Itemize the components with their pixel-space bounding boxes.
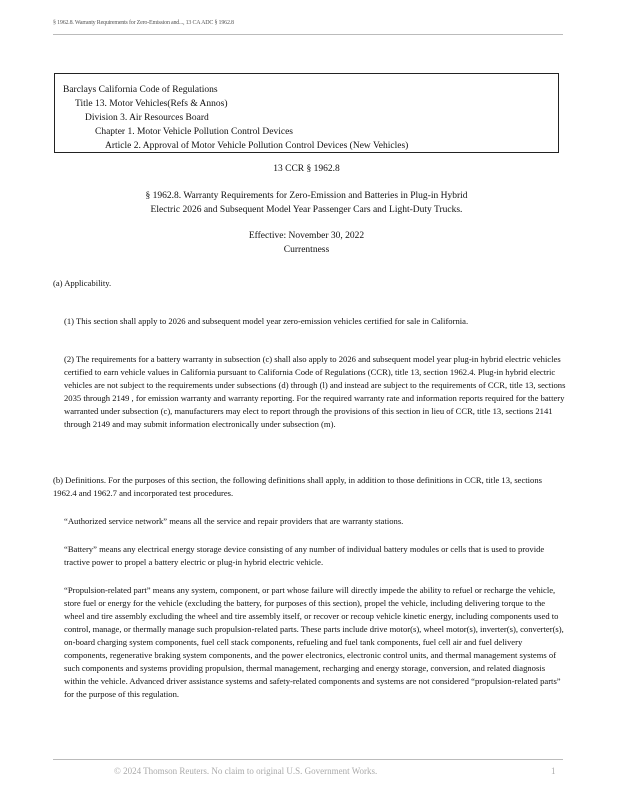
paragraph-a2: (2) The requirements for a battery warranty in subsection (c) shall also apply to 2026 and subsequent model year plug-in hybrid electric vehicles certified to earn vehicle values in California pursuant to California Code of Regulations (CCR), title 13, section 1962.4. Plug-in hybrid electric vehicles are not subject to the requirements under subsections (d) through (l) and instead are subject to the requirements of CCR, title 13, sections 2035 through 2149 , for emission warranty and warranty reporting. For the required warranty rate and information reports required for the battery warranted under subsection (c), manufacturers may elect to report through the provisions of this section in lieu of CCR, title 13, sections 2141 through 2149 and may submit information electronically under subsection (m). <box>64 354 566 429</box>
page-number: 1 <box>551 766 556 776</box>
section-citation: 13 CCR § 1962.8 <box>273 164 340 174</box>
section-title-line-1: § 1962.8. Warranty Requirements for Zero-Emission and Batteries in Plug-in Hybrid <box>145 191 468 201</box>
definitions-heading: (b) Definitions. For the purposes of this section, the following definitions shall apply, in addition to those definitions in CCR, title 13, sections 1962.4 and 1962.7 and incorporated test procedures. <box>53 475 542 498</box>
citation-chapter: Chapter 1. Motor Vehicle Pollution Control Devices <box>95 127 293 137</box>
definition-authorized-service-network: “Authorized service network” means all the service and repair providers that are warranty stations. <box>64 516 404 526</box>
citation-publisher: Barclays California Code of Regulations <box>63 85 218 95</box>
header-divider <box>53 34 563 35</box>
citation-article: Article 2. Approval of Motor Vehicle Pollution Control Devices (New Vehicles) <box>105 141 409 151</box>
paragraph-a1: (1) This section shall apply to 2026 and subsequent model year zero-emission vehicles certified for sale in California. <box>64 316 469 326</box>
section-title <box>54 189 559 217</box>
currentness-link[interactable]: Currentness <box>283 245 330 255</box>
citation-division: Division 3. Air Resources Board <box>85 113 209 123</box>
section-title-line-2: Electric 2026 and Subsequent Model Year Passenger Cars and Light-Duty Trucks. <box>150 205 463 215</box>
definition-propulsion-related-part: “Propulsion-related part” means any system, component, or part whose failure will directly impede the ability to refuel or recharge the vehicle, store fuel or energy for the vehicle (excluding the battery, for purposes of this section), propel the vehicle, including delivering torque to the wheel and tire assembly excluding the wheel and tire assembly itself, or recover or recoup vehicle kinetic energy, including components used to control, manage, or thermally manage such propulsion-related parts. These parts include drive motor(s), wheel motor(s), inverter(s), converter(s), on-board charging system components, fuel cell stack components, refueling and fuel tank components, fuel cell air and fuel delivery components, regenerative braking system components, and the power electronics, electronic control units, and thermal management systems of such components and systems providing propulsion, thermal management, recharging and energy storage, conversion, and related diagnosis within the vehicle. Advanced driver assistance systems and safety-related components and systems are not considered “propulsion-related parts” for the purpose of this regulation. <box>64 585 564 699</box>
definition-battery: “Battery” means any electrical energy storage device consisting of any number of individual battery modules or cells that is used to provide tractive power to propel a battery electric or plug-in hybrid electric vehicle. <box>64 544 545 567</box>
citation-box <box>54 73 559 153</box>
effective-date: Effective: November 30, 2022 <box>248 231 365 241</box>
applicability-heading: (a) Applicability. <box>53 278 112 288</box>
effective-block <box>54 229 559 257</box>
footer-divider <box>53 759 563 760</box>
copyright-notice: © 2024 Thomson Reuters. No claim to original U.S. Government Works. <box>114 766 378 776</box>
running-head: § 1962.8. Warranty Requirements for Zero-Emission and..., 13 CA ADC § 1962.8 <box>53 20 234 26</box>
citation-title: Title 13. Motor Vehicles(Refs & Annos) <box>75 99 228 109</box>
